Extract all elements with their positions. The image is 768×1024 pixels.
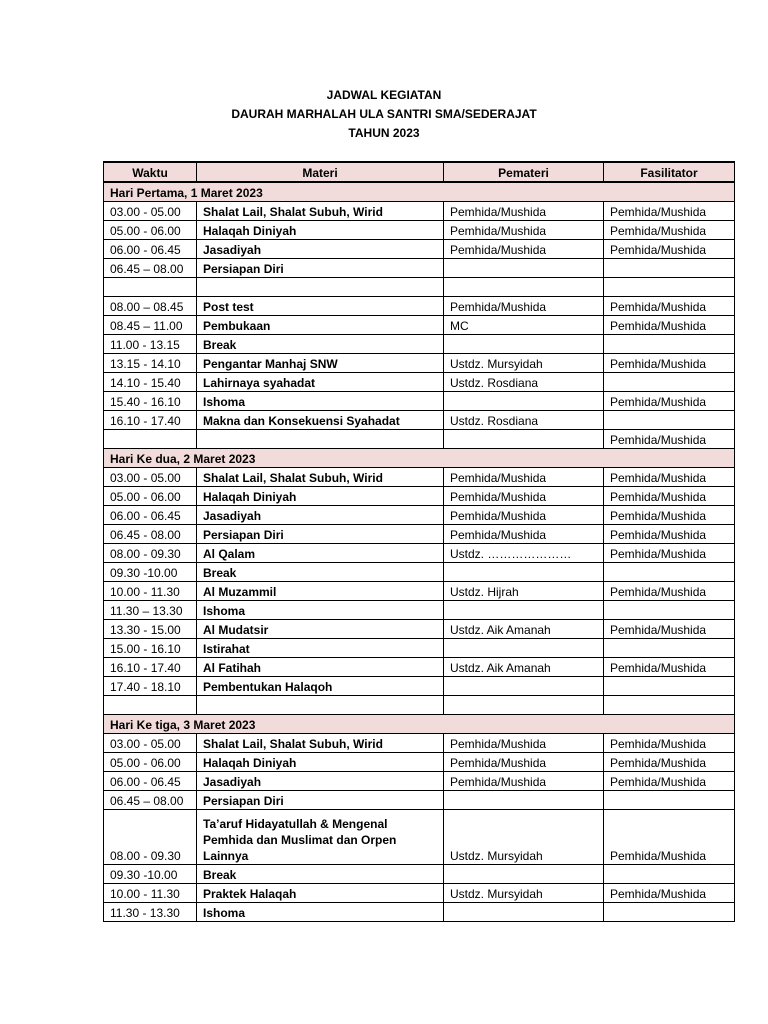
table-row [104, 658, 735, 677]
pemateri-cell: Ustdz. Hijrah [444, 582, 604, 601]
pemateri-cell [444, 791, 604, 810]
table-header-row [104, 162, 735, 182]
fasilitator-cell: Pemhida/Mushida [604, 221, 735, 240]
pemateri-cell: Pemhida/Mushida [444, 487, 604, 506]
table-row [104, 582, 735, 601]
pemateri-cell [444, 278, 604, 297]
fasilitator-cell [604, 903, 735, 922]
day-header-row [104, 449, 735, 468]
table-row [104, 506, 735, 525]
table-row [104, 259, 735, 278]
table-row [104, 487, 735, 506]
pemateri-cell: Pemhida/Mushida [444, 734, 604, 753]
pemateri-cell [444, 259, 604, 278]
table-row [104, 677, 735, 696]
fasilitator-cell [604, 696, 735, 715]
day-label: Hari Ke tiga, 3 Maret 2023 [104, 715, 735, 734]
materi-cell: Jasadiyah [197, 506, 444, 525]
materi-cell: Shalat Lail, Shalat Subuh, Wirid [197, 468, 444, 487]
waktu-cell: 13.30 - 15.00 [104, 620, 197, 639]
materi-cell: Persiapan Diri [197, 791, 444, 810]
materi-cell: Shalat Lail, Shalat Subuh, Wirid [197, 202, 444, 221]
materi-cell: Pembentukan Halaqoh [197, 677, 444, 696]
table-row [104, 221, 735, 240]
waktu-cell: 05.00 - 06.00 [104, 487, 197, 506]
table-row [104, 316, 735, 335]
materi-cell: Halaqah Diniyah [197, 753, 444, 772]
waktu-cell: 03.00 - 05.00 [104, 734, 197, 753]
pemateri-cell: Ustdz. Mursyidah [444, 810, 604, 865]
fasilitator-cell: Pemhida/Mushida [604, 734, 735, 753]
fasilitator-cell [604, 278, 735, 297]
waktu-cell: 05.00 - 06.00 [104, 753, 197, 772]
table-row [104, 297, 735, 316]
fasilitator-cell [604, 677, 735, 696]
fasilitator-cell [604, 791, 735, 810]
fasilitator-cell: Pemhida/Mushida [604, 430, 735, 449]
fasilitator-cell: Pemhida/Mushida [604, 392, 735, 411]
waktu-cell: 06.45 - 08.00 [104, 525, 197, 544]
table-row [104, 544, 735, 563]
fasilitator-cell: Pemhida/Mushida [604, 772, 735, 791]
fasilitator-cell [604, 411, 735, 430]
fasilitator-cell [604, 335, 735, 354]
materi-cell: Ishoma [197, 903, 444, 922]
fasilitator-cell [604, 865, 735, 884]
table-row [104, 753, 735, 772]
waktu-cell: 09.30 -10.00 [104, 865, 197, 884]
header-pemateri: Pemateri [444, 162, 604, 182]
table-row [104, 903, 735, 922]
table-row [104, 202, 735, 221]
waktu-cell: 14.10 - 15.40 [104, 373, 197, 392]
waktu-cell: 10.00 - 11.30 [104, 582, 197, 601]
pemateri-cell: Pemhida/Mushida [444, 506, 604, 525]
materi-cell: Ishoma [197, 601, 444, 620]
materi-cell: Post test [197, 297, 444, 316]
table-row [104, 525, 735, 544]
materi-cell: Jasadiyah [197, 240, 444, 259]
pemateri-cell: Pemhida/Mushida [444, 240, 604, 259]
table-row [104, 468, 735, 487]
materi-cell: Shalat Lail, Shalat Subuh, Wirid [197, 734, 444, 753]
waktu-cell: 08.00 – 08.45 [104, 297, 197, 316]
waktu-cell: 08.00 - 09.30 [104, 544, 197, 563]
waktu-cell: 15.40 - 16.10 [104, 392, 197, 411]
pemateri-cell: Ustdz. Mursyidah [444, 354, 604, 373]
pemateri-cell [444, 392, 604, 411]
pemateri-cell: MC [444, 316, 604, 335]
table-row [104, 810, 735, 865]
fasilitator-cell: Pemhida/Mushida [604, 658, 735, 677]
table-row [104, 865, 735, 884]
pemateri-cell: Pemhida/Mushida [444, 221, 604, 240]
table-row [104, 884, 735, 903]
fasilitator-cell: Pemhida/Mushida [604, 506, 735, 525]
fasilitator-cell: Pemhida/Mushida [604, 297, 735, 316]
fasilitator-cell: Pemhida/Mushida [604, 316, 735, 335]
materi-cell: Persiapan Diri [197, 259, 444, 278]
table-row [104, 354, 735, 373]
fasilitator-cell [604, 601, 735, 620]
materi-cell [197, 278, 444, 297]
fasilitator-cell: Pemhida/Mushida [604, 240, 735, 259]
waktu-cell: 13.15 - 14.10 [104, 354, 197, 373]
fasilitator-cell: Pemhida/Mushida [604, 354, 735, 373]
pemateri-cell: Pemhida/Mushida [444, 772, 604, 791]
pemateri-cell [444, 677, 604, 696]
materi-cell: Persiapan Diri [197, 525, 444, 544]
fasilitator-cell: Pemhida/Mushida [604, 468, 735, 487]
fasilitator-cell: Pemhida/Mushida [604, 810, 735, 865]
pemateri-cell: Pemhida/Mushida [444, 753, 604, 772]
pemateri-cell [444, 601, 604, 620]
table-row [104, 430, 735, 449]
title-line-2: DAURAH MARHALAH ULA SANTRI SMA/SEDERAJAT [231, 107, 537, 121]
pemateri-cell [444, 563, 604, 582]
pemateri-cell: Ustdz. Aik Amanah [444, 658, 604, 677]
materi-cell: Al Muzammil [197, 582, 444, 601]
waktu-cell: 05.00 - 06.00 [104, 221, 197, 240]
day-header-row [104, 715, 735, 734]
title-line-1: JADWAL KEGIATAN [326, 88, 442, 102]
waktu-cell: 11.30 - 13.30 [104, 903, 197, 922]
fasilitator-cell [604, 639, 735, 658]
pemateri-cell [444, 903, 604, 922]
waktu-cell [104, 430, 197, 449]
pemateri-cell [444, 430, 604, 449]
fasilitator-cell: Pemhida/Mushida [604, 202, 735, 221]
materi-cell: Break [197, 865, 444, 884]
pemateri-cell: Ustdz. Aik Amanah [444, 620, 604, 639]
materi-cell: Istirahat [197, 639, 444, 658]
table-row [104, 240, 735, 259]
fasilitator-cell [604, 563, 735, 582]
waktu-cell: 03.00 - 05.00 [104, 468, 197, 487]
materi-cell: Lahirnaya syahadat [197, 373, 444, 392]
fasilitator-cell: Pemhida/Mushida [604, 582, 735, 601]
header-waktu: Waktu [104, 162, 197, 182]
pemateri-cell: Pemhida/Mushida [444, 525, 604, 544]
waktu-cell: 15.00 - 16.10 [104, 639, 197, 658]
waktu-cell: 10.00 - 11.30 [104, 884, 197, 903]
table-row [104, 639, 735, 658]
fasilitator-cell: Pemhida/Mushida [604, 884, 735, 903]
schedule-body [104, 182, 735, 922]
pemateri-cell: Ustdz. Mursyidah [444, 884, 604, 903]
pemateri-cell: Pemhida/Mushida [444, 297, 604, 316]
pemateri-cell [444, 696, 604, 715]
header-fasilitator: Fasilitator [604, 162, 735, 182]
pemateri-cell: Pemhida/Mushida [444, 202, 604, 221]
waktu-cell: 08.45 – 11.00 [104, 316, 197, 335]
waktu-cell: 06.45 – 08.00 [104, 259, 197, 278]
table-row [104, 791, 735, 810]
fasilitator-cell: Pemhida/Mushida [604, 544, 735, 563]
table-row [104, 411, 735, 430]
pemateri-cell: Pemhida/Mushida [444, 468, 604, 487]
waktu-cell: 06.00 - 06.45 [104, 772, 197, 791]
waktu-cell [104, 696, 197, 715]
pemateri-cell: Ustdz. Rosdiana [444, 373, 604, 392]
materi-cell [197, 696, 444, 715]
document-title [0, 86, 768, 143]
waktu-cell: 17.40 - 18.10 [104, 677, 197, 696]
materi-cell: Pengantar Manhaj SNW [197, 354, 444, 373]
materi-cell: Praktek Halaqah [197, 884, 444, 903]
fasilitator-cell: Pemhida/Mushida [604, 620, 735, 639]
waktu-cell: 09.30 -10.00 [104, 563, 197, 582]
pemateri-cell [444, 865, 604, 884]
table-row [104, 696, 735, 715]
pemateri-cell: Ustdz. ………………… [444, 544, 604, 563]
table-row [104, 734, 735, 753]
waktu-cell: 03.00 - 05.00 [104, 202, 197, 221]
day-header-row [104, 182, 735, 202]
materi-cell: Break [197, 335, 444, 354]
materi-cell: Al Mudatsir [197, 620, 444, 639]
header-materi: Materi [197, 162, 444, 182]
waktu-cell: 16.10 - 17.40 [104, 411, 197, 430]
materi-cell: Halaqah Diniyah [197, 221, 444, 240]
materi-cell: Halaqah Diniyah [197, 487, 444, 506]
materi-cell: Break [197, 563, 444, 582]
pemateri-cell [444, 335, 604, 354]
waktu-cell: 11.00 - 13.15 [104, 335, 197, 354]
table-row [104, 373, 735, 392]
fasilitator-cell: Pemhida/Mushida [604, 525, 735, 544]
table-row [104, 601, 735, 620]
materi-cell: Al Fatihah [197, 658, 444, 677]
materi-cell: Jasadiyah [197, 772, 444, 791]
waktu-cell: 06.45 – 08.00 [104, 791, 197, 810]
fasilitator-cell [604, 259, 735, 278]
table-row [104, 278, 735, 297]
materi-cell: Pembukaan [197, 316, 444, 335]
waktu-cell: 06.00 - 06.45 [104, 240, 197, 259]
table-row [104, 620, 735, 639]
pemateri-cell [444, 639, 604, 658]
waktu-cell: 08.00 - 09.30 [104, 810, 197, 865]
schedule-table [103, 161, 735, 922]
materi-cell: Makna dan Konsekuensi Syahadat [197, 411, 444, 430]
fasilitator-cell [604, 373, 735, 392]
fasilitator-cell: Pemhida/Mushida [604, 753, 735, 772]
day-label: Hari Pertama, 1 Maret 2023 [104, 182, 735, 202]
materi-cell: Ta’aruf Hidayatullah & Mengenal Pemhida dan Muslimat dan Orpen Lainnya [197, 810, 444, 865]
day-label: Hari Ke dua, 2 Maret 2023 [104, 449, 735, 468]
materi-cell [197, 430, 444, 449]
waktu-cell: 11.30 – 13.30 [104, 601, 197, 620]
pemateri-cell: Ustdz. Rosdiana [444, 411, 604, 430]
table-row [104, 563, 735, 582]
waktu-cell [104, 278, 197, 297]
table-row [104, 392, 735, 411]
waktu-cell: 06.00 - 06.45 [104, 506, 197, 525]
materi-cell: Al Qalam [197, 544, 444, 563]
fasilitator-cell: Pemhida/Mushida [604, 487, 735, 506]
waktu-cell: 16.10 - 17.40 [104, 658, 197, 677]
table-row [104, 772, 735, 791]
title-line-3: TAHUN 2023 [348, 126, 420, 140]
table-row [104, 335, 735, 354]
materi-cell: Ishoma [197, 392, 444, 411]
